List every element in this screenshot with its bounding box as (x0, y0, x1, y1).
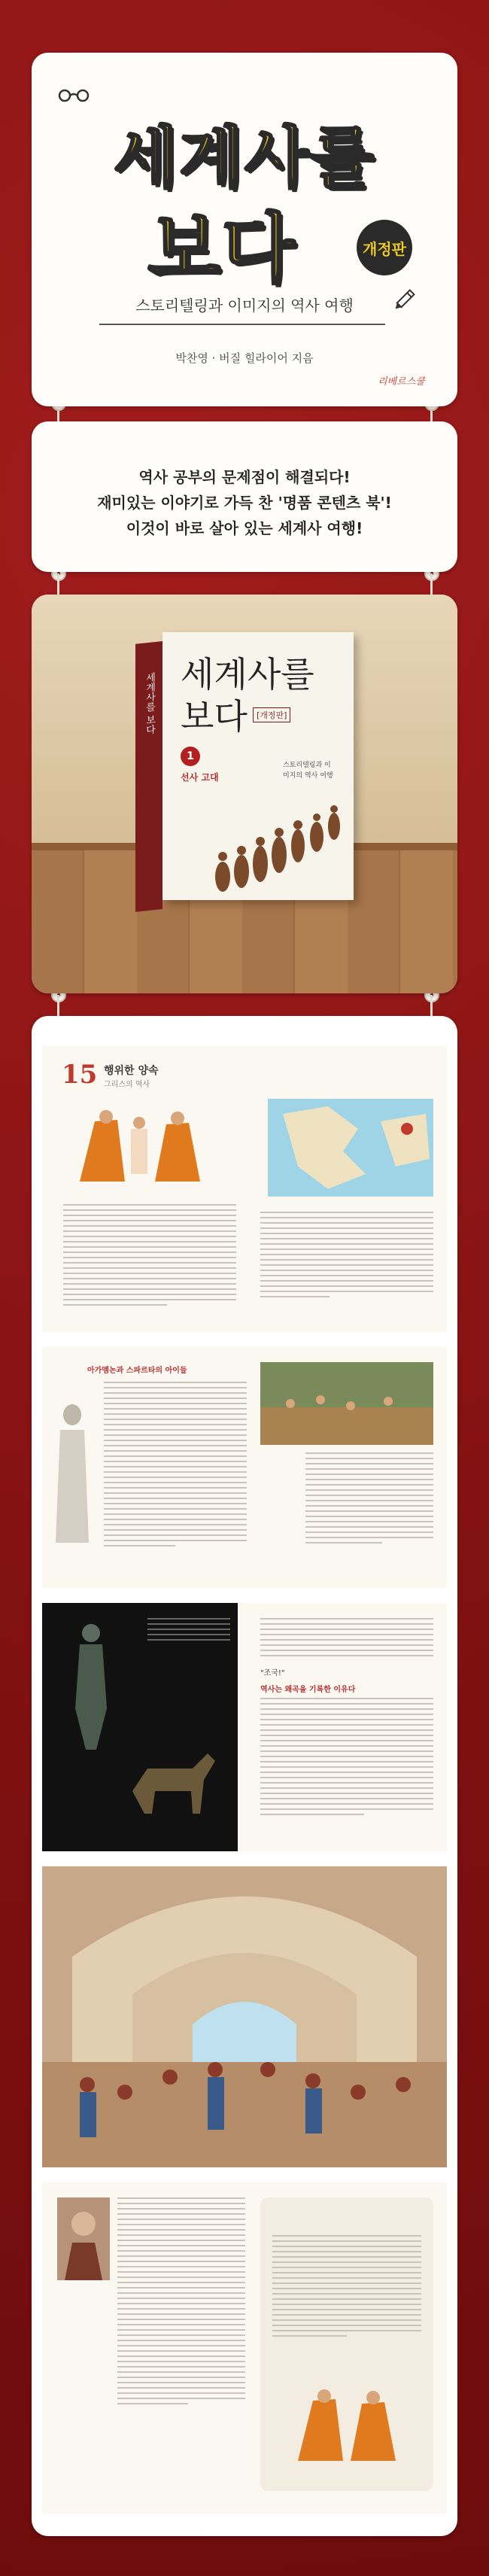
title-line-2: 보다 (147, 205, 296, 293)
book-title (181, 653, 314, 738)
book-cover-tagline: 스토리텔링과 이미지의 역사 여행 (283, 762, 333, 780)
spread-1 (42, 1046, 447, 1332)
chapter-intro-text-right (260, 1212, 433, 1301)
book-cover (162, 632, 354, 900)
edition-badge: 개정판 (357, 220, 412, 275)
philosopher-portrait (57, 2197, 110, 2280)
statue-procession-image (208, 775, 351, 896)
spread-4 (42, 1866, 447, 2167)
section-text-5 (117, 2197, 245, 2408)
subtitle: 스토리텔링과 이미지의 역사 여행 (135, 297, 354, 315)
section-text-left (104, 1382, 247, 1550)
quote: "조국!" (260, 1669, 285, 1677)
section-heading-2: 역사는 왜곡을 기록한 이유다 (260, 1686, 356, 1694)
spartan-painting (260, 1362, 433, 1445)
chapter-title: 행위한 양속 (104, 1065, 159, 1077)
bronze-horse-image (125, 1738, 223, 1821)
book-spine-title: 세계사를 보다 (144, 672, 155, 735)
orange-figures-illustration (290, 2386, 403, 2468)
pencil-icon (391, 287, 417, 313)
title-card (32, 53, 457, 406)
sidebar-box (260, 2197, 433, 2491)
dark-caption (147, 1618, 230, 1644)
tagline-line-2: 재미있는 이야기로 가득 찬 '명품 콘텐츠 북'! (97, 494, 392, 512)
book-display-card (32, 595, 457, 993)
book-volume-label: 선사 고대 (181, 772, 219, 783)
bronze-figure-image (57, 1618, 125, 1753)
tagline-card (32, 421, 457, 572)
tagline-line-3: 이것이 바로 살아 있는 세계사 여행! (126, 519, 363, 537)
ancient-figures-illustration (65, 1106, 215, 1189)
book-title-line-1: 세계사를 (181, 654, 314, 695)
spread-2 (42, 1347, 447, 1588)
tagline-line-1: 역사 공부의 문제점이 해결되다! (138, 468, 351, 486)
section-text-right (305, 1452, 433, 1547)
book-title-line-2: 보다 (181, 696, 248, 737)
sidebar-box-text (272, 2235, 421, 2340)
school-of-athens-painting (42, 1866, 447, 2167)
section-heading-1: 아가멤논과 스파르타의 아이들 (87, 1367, 187, 1375)
glasses-icon (57, 89, 90, 102)
title-line-1: 세계사를 (113, 119, 376, 196)
book-volume-badge: 1 (181, 747, 200, 766)
chapter-subtitle: 그리스의 역사 (104, 1081, 150, 1089)
page-spread-card (32, 1016, 457, 2536)
publisher-logo: 리베르스쿨 (378, 376, 425, 388)
greece-map (268, 1099, 433, 1197)
title-rule (99, 324, 385, 325)
spread-5 (42, 2182, 447, 2514)
book-spine (135, 641, 162, 912)
chapter-intro-text (63, 1204, 236, 1309)
statue-image (50, 1392, 95, 1558)
section-text-4 (260, 1698, 433, 1819)
chapter-number: 15 (62, 1060, 98, 1090)
section-text-3 (260, 1618, 433, 1660)
book-edition: [개정판] (253, 707, 290, 722)
spread-3 (42, 1603, 447, 1851)
author: 박찬영 · 버질 힐라이어 지음 (175, 351, 314, 365)
